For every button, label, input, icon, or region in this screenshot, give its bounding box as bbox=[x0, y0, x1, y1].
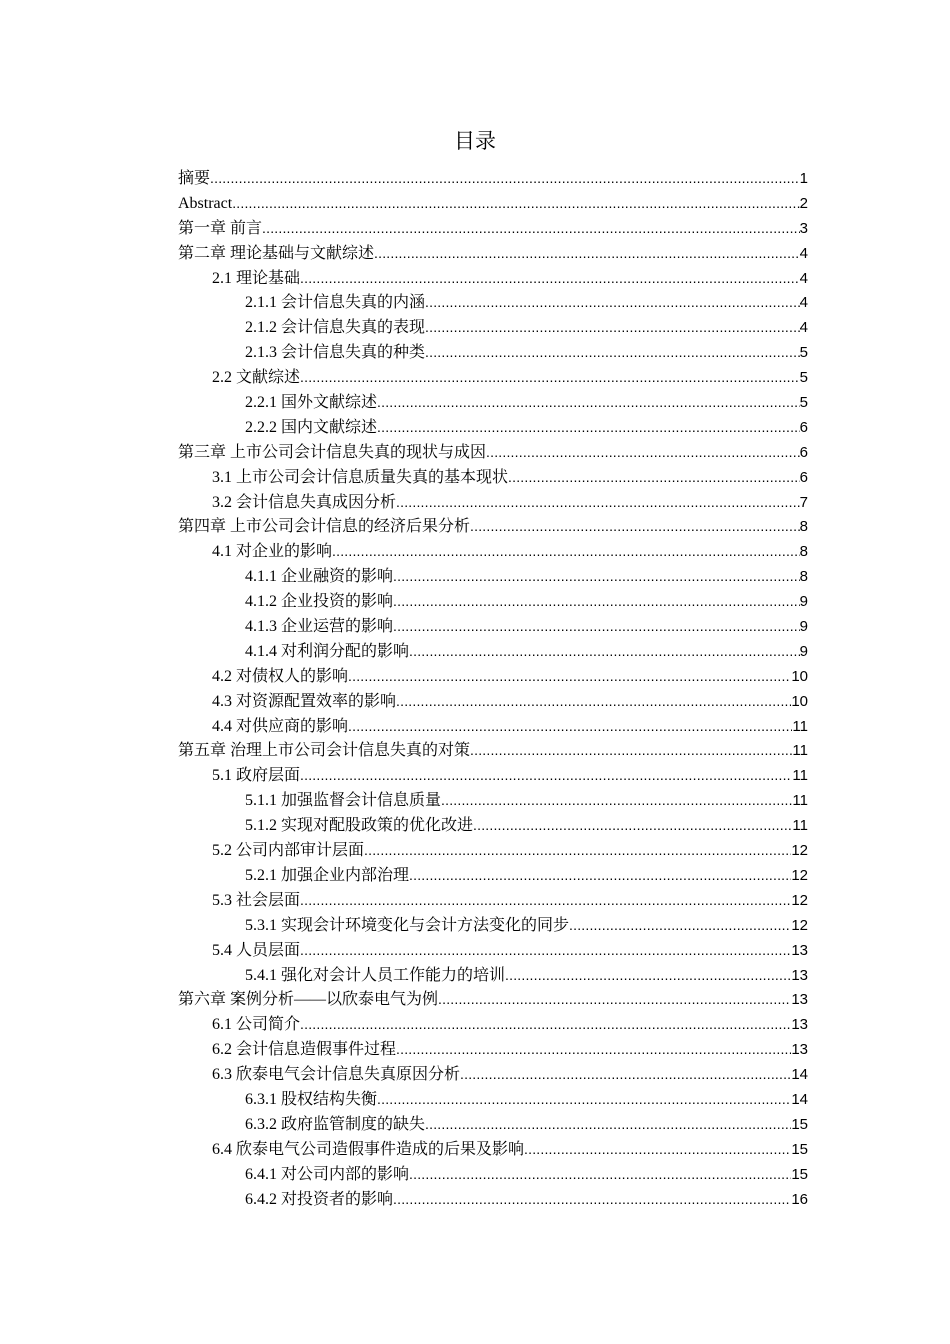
toc-entry[interactable] bbox=[178, 1062, 808, 1087]
toc-entry[interactable] bbox=[178, 241, 808, 266]
toc-dot-leader bbox=[364, 838, 791, 863]
toc-entry-page-number: 8 bbox=[799, 518, 808, 536]
toc-dot-leader bbox=[300, 365, 800, 390]
toc-entry-page-number: 5 bbox=[799, 369, 808, 387]
toc-entry[interactable] bbox=[178, 166, 808, 191]
toc-dot-leader bbox=[508, 465, 800, 490]
toc-entry[interactable] bbox=[178, 1162, 808, 1187]
toc-entry-title: 6.4.1 对公司内部的影响 bbox=[245, 1165, 410, 1183]
toc-entry-page-number: 9 bbox=[799, 642, 808, 660]
toc-entry[interactable] bbox=[178, 1087, 808, 1112]
toc-entry-title: 2.1.3 会计信息失真的种类 bbox=[245, 344, 426, 362]
toc-list bbox=[178, 166, 808, 1211]
toc-entry-title: 5.1.1 加强监督会计信息质量 bbox=[245, 792, 442, 810]
toc-entry[interactable] bbox=[178, 191, 808, 216]
toc-dot-leader bbox=[470, 738, 792, 763]
toc-entry-title: 2.1 理论基础 bbox=[212, 269, 301, 287]
toc-entry-title: 4.1.2 企业投资的影响 bbox=[245, 593, 394, 611]
toc-entry-title: 5.3 社会层面 bbox=[212, 891, 301, 909]
toc-dot-leader bbox=[393, 1187, 791, 1212]
toc-entry-title: 6.2 会计信息造假事件过程 bbox=[212, 1041, 397, 1059]
toc-entry-page-number: 4 bbox=[799, 319, 808, 337]
toc-entry[interactable] bbox=[178, 888, 808, 913]
toc-entry-page-number: 6 bbox=[799, 468, 808, 486]
toc-entry[interactable] bbox=[178, 863, 808, 888]
toc-entry[interactable] bbox=[178, 788, 808, 813]
toc-entry[interactable] bbox=[178, 987, 808, 1012]
toc-entry-title: 2.1.1 会计信息失真的内涵 bbox=[245, 294, 426, 312]
toc-dot-leader bbox=[374, 241, 800, 266]
toc-entry[interactable] bbox=[178, 1187, 808, 1212]
toc-entry-title: 6.3.2 政府监管制度的缺失 bbox=[245, 1115, 426, 1133]
toc-entry[interactable] bbox=[178, 266, 808, 291]
toc-dot-leader bbox=[460, 1062, 791, 1087]
toc-entry-page-number: 13 bbox=[791, 1016, 808, 1034]
toc-entry-page-number: 6 bbox=[799, 418, 808, 436]
toc-entry-page-number: 11 bbox=[792, 717, 808, 735]
toc-entry-title: 4.1.1 企业融资的影响 bbox=[245, 568, 394, 586]
toc-entry-title: 2.2 文献综述 bbox=[212, 369, 301, 387]
toc-entry-page-number: 11 bbox=[792, 817, 808, 835]
toc-entry-title: 5.1.2 实现对配股政策的优化改进 bbox=[245, 817, 474, 835]
toc-entry-title: 5.4.1 强化对会计人员工作能力的培训 bbox=[245, 966, 506, 984]
toc-dot-leader bbox=[569, 913, 791, 938]
toc-entry-title: 5.4 人员层面 bbox=[212, 941, 301, 959]
toc-entry-title: 3.1 上市公司会计信息质量失真的基本现状 bbox=[212, 468, 509, 486]
toc-entry-page-number: 11 bbox=[792, 742, 808, 760]
toc-dot-leader bbox=[210, 166, 800, 191]
toc-entry-title: 第二章 理论基础与文献综述 bbox=[178, 244, 375, 262]
toc-dot-leader bbox=[332, 539, 800, 564]
toc-dot-leader bbox=[377, 1087, 791, 1112]
toc-entry[interactable] bbox=[178, 714, 808, 739]
toc-dot-leader bbox=[300, 763, 792, 788]
toc-dot-leader bbox=[300, 266, 800, 291]
toc-dot-leader bbox=[393, 564, 800, 589]
toc-entry[interactable] bbox=[178, 763, 808, 788]
toc-dot-leader bbox=[396, 689, 791, 714]
toc-dot-leader bbox=[425, 1112, 791, 1137]
toc-entry-page-number: 4 bbox=[799, 269, 808, 287]
toc-entry-title: Abstract bbox=[178, 194, 233, 212]
toc-entry-title: 2.2.1 国外文献综述 bbox=[245, 394, 378, 412]
toc-entry-page-number: 5 bbox=[799, 394, 808, 412]
toc-entry-title: 第一章 前言 bbox=[178, 219, 263, 237]
toc-entry[interactable] bbox=[178, 963, 808, 988]
toc-entry-page-number: 16 bbox=[791, 1190, 808, 1208]
toc-entry[interactable] bbox=[178, 440, 808, 465]
toc-entry-title: 2.2.2 国内文献综述 bbox=[245, 418, 378, 436]
toc-entry-title: 第三章 上市公司会计信息失真的现状与成因 bbox=[178, 443, 487, 461]
toc-entry-page-number: 1 bbox=[799, 170, 808, 187]
toc-entry-title: 第五章 治理上市公司会计信息失真的对策 bbox=[178, 742, 471, 760]
toc-dot-leader bbox=[425, 290, 800, 315]
toc-entry[interactable] bbox=[178, 539, 808, 564]
toc-entry[interactable] bbox=[178, 1037, 808, 1062]
toc-entry-page-number: 13 bbox=[791, 966, 808, 984]
toc-entry-title: 4.1.4 对利润分配的影响 bbox=[245, 642, 410, 660]
toc-entry[interactable] bbox=[178, 390, 808, 415]
toc-dot-leader bbox=[300, 888, 791, 913]
toc-entry-title: 5.1 政府层面 bbox=[212, 767, 301, 785]
toc-entry-page-number: 4 bbox=[799, 294, 808, 312]
toc-entry-page-number: 13 bbox=[791, 991, 808, 1009]
toc-entry-title: 5.3.1 实现会计环境变化与会计方法变化的同步 bbox=[245, 916, 570, 934]
toc-dot-leader bbox=[262, 216, 800, 241]
toc-dot-leader bbox=[396, 1037, 791, 1062]
toc-entry[interactable] bbox=[178, 1112, 808, 1137]
toc-entry[interactable] bbox=[178, 216, 808, 241]
toc-entry-page-number: 11 bbox=[792, 767, 808, 785]
toc-entry-page-number: 12 bbox=[791, 916, 808, 934]
toc-entry-page-number: 14 bbox=[791, 1066, 808, 1084]
toc-entry-title: 第六章 案例分析——以欣泰电气为例 bbox=[178, 991, 439, 1009]
toc-entry[interactable] bbox=[178, 938, 808, 963]
toc-entry-title: 4.2 对债权人的影响 bbox=[212, 667, 349, 685]
toc-entry[interactable] bbox=[178, 614, 808, 639]
toc-entry[interactable] bbox=[178, 639, 808, 664]
toc-dot-leader bbox=[425, 315, 800, 340]
toc-entry-page-number: 3 bbox=[799, 219, 808, 237]
toc-entry-title: 2.1.2 会计信息失真的表现 bbox=[245, 319, 426, 337]
toc-entry-page-number: 6 bbox=[799, 443, 808, 461]
toc-entry[interactable] bbox=[178, 365, 808, 390]
toc-entry-page-number: 15 bbox=[791, 1140, 808, 1158]
toc-dot-leader bbox=[396, 490, 800, 515]
toc-dot-leader bbox=[300, 938, 791, 963]
toc-entry-page-number: 8 bbox=[799, 568, 808, 586]
toc-dot-leader bbox=[300, 1012, 791, 1037]
toc-entry-page-number: 7 bbox=[799, 493, 808, 511]
toc-dot-leader bbox=[377, 415, 800, 440]
toc-entry-title: 6.1 公司简介 bbox=[212, 1016, 301, 1034]
toc-dot-leader bbox=[425, 340, 800, 365]
toc-dot-leader bbox=[409, 863, 791, 888]
toc-dot-leader bbox=[409, 1162, 791, 1187]
toc-entry-page-number: 8 bbox=[799, 543, 808, 561]
toc-entry[interactable] bbox=[178, 813, 808, 838]
toc-entry-page-number: 13 bbox=[791, 941, 808, 959]
toc-dot-leader bbox=[377, 390, 800, 415]
toc-entry-page-number: 4 bbox=[799, 244, 808, 262]
toc-entry[interactable] bbox=[178, 415, 808, 440]
toc-entry-title: 4.3 对资源配置效率的影响 bbox=[212, 692, 397, 710]
toc-dot-leader bbox=[393, 614, 800, 639]
toc-entry[interactable] bbox=[178, 340, 808, 365]
toc-entry-title: 摘要 bbox=[178, 170, 211, 187]
toc-entry[interactable] bbox=[178, 465, 808, 490]
toc-entry[interactable] bbox=[178, 514, 808, 539]
toc-dot-leader bbox=[409, 639, 800, 664]
toc-entry[interactable] bbox=[178, 490, 808, 515]
toc-entry-page-number: 9 bbox=[799, 618, 808, 636]
toc-entry-title: 3.2 会计信息失真成因分析 bbox=[212, 493, 397, 511]
toc-dot-leader bbox=[348, 714, 792, 739]
toc-entry-title: 6.3 欣泰电气会计信息失真原因分析 bbox=[212, 1066, 461, 1084]
toc-entry[interactable] bbox=[178, 1137, 808, 1162]
toc-entry[interactable] bbox=[178, 564, 808, 589]
toc-entry-title: 4.4 对供应商的影响 bbox=[212, 717, 349, 735]
toc-entry-page-number: 9 bbox=[799, 593, 808, 611]
toc-entry-title: 4.1 对企业的影响 bbox=[212, 543, 333, 561]
toc-entry-page-number: 12 bbox=[791, 866, 808, 884]
toc-dot-leader bbox=[486, 440, 800, 465]
toc-entry-title: 6.3.1 股权结构失衡 bbox=[245, 1090, 378, 1108]
toc-entry[interactable] bbox=[178, 664, 808, 689]
toc-entry-title: 第四章 上市公司会计信息的经济后果分析 bbox=[178, 518, 471, 536]
toc-entry-page-number: 12 bbox=[791, 891, 808, 909]
toc-entry-page-number: 10 bbox=[791, 692, 808, 710]
toc-title: 目录 bbox=[454, 129, 496, 153]
toc-dot-leader bbox=[441, 788, 792, 813]
toc-entry-page-number: 10 bbox=[791, 667, 808, 685]
toc-entry-title: 5.2.1 加强企业内部治理 bbox=[245, 866, 410, 884]
toc-entry[interactable] bbox=[178, 913, 808, 938]
toc-entry-page-number: 2 bbox=[799, 194, 808, 212]
toc-entry-page-number: 14 bbox=[791, 1090, 808, 1108]
toc-entry-title: 6.4 欣泰电气公司造假事件造成的后果及影响 bbox=[212, 1140, 525, 1158]
toc-dot-leader bbox=[505, 963, 791, 988]
toc-dot-leader bbox=[393, 589, 800, 614]
toc-entry[interactable] bbox=[178, 689, 808, 714]
toc-dot-leader bbox=[524, 1137, 791, 1162]
toc-entry[interactable] bbox=[178, 290, 808, 315]
toc-entry-title: 4.1.3 企业运营的影响 bbox=[245, 618, 394, 636]
toc-entry[interactable] bbox=[178, 589, 808, 614]
toc-entry-page-number: 15 bbox=[791, 1165, 808, 1183]
toc-entry-page-number: 11 bbox=[792, 792, 808, 810]
toc-entry-title: 5.2 公司内部审计层面 bbox=[212, 842, 365, 860]
toc-dot-leader bbox=[473, 813, 792, 838]
toc-entry[interactable] bbox=[178, 838, 808, 863]
toc-entry[interactable] bbox=[178, 315, 808, 340]
toc-entry[interactable] bbox=[178, 1012, 808, 1037]
toc-entry-page-number: 5 bbox=[799, 344, 808, 362]
toc-dot-leader bbox=[438, 987, 791, 1012]
toc-dot-leader bbox=[470, 514, 800, 539]
toc-entry-title: 6.4.2 对投资者的影响 bbox=[245, 1190, 394, 1208]
toc-entry[interactable] bbox=[178, 738, 808, 763]
toc-entry-page-number: 13 bbox=[791, 1041, 808, 1059]
toc-entry-page-number: 15 bbox=[791, 1115, 808, 1133]
toc-entry-page-number: 12 bbox=[791, 842, 808, 860]
toc-dot-leader bbox=[348, 664, 791, 689]
toc-dot-leader bbox=[232, 191, 799, 216]
